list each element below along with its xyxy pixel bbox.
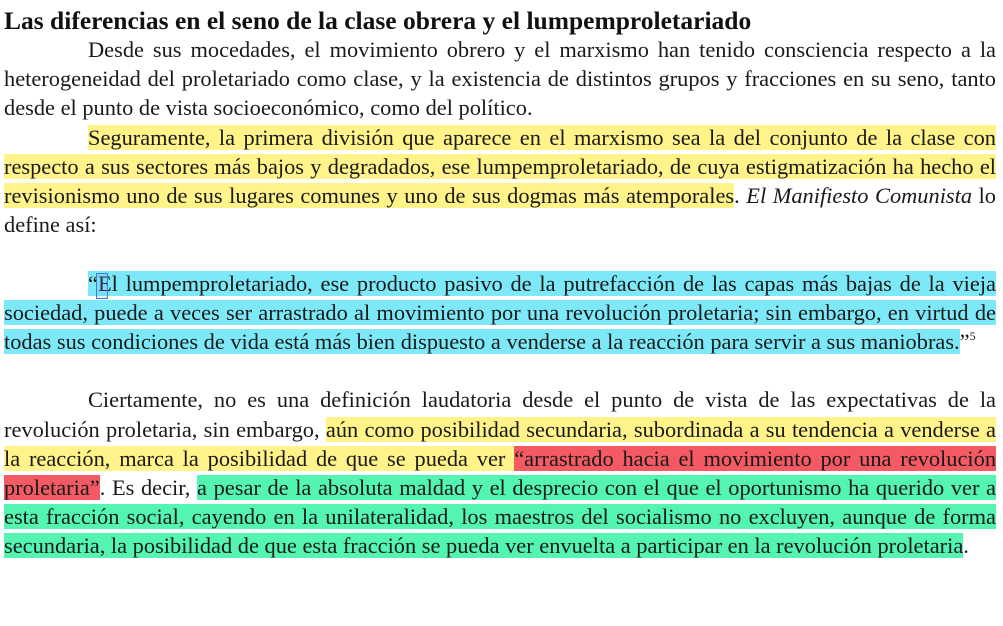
paragraph-lumpen-tail: lo define así: bbox=[4, 183, 996, 238]
book-title: El Manifiesto Comunista bbox=[746, 183, 973, 209]
paragraph-intro bbox=[4, 35, 996, 123]
highlight-yellow: Seguramente, la primera división que aparece en el marxismo sea la del conjunto de la clase con respecto a sus sectores más bajos y degradados, ese lumpemproletariado, de cuya estigmatización ha hecho el revisionismo uno de sus lugares comunes y uno de sus dogmas más atemporales bbox=[4, 124, 996, 209]
section-title: Las diferencias en el seno de la clase obrera y el lumpemproletariado bbox=[4, 6, 752, 35]
paragraph-gap bbox=[4, 356, 996, 385]
paragraph-intro-text: Desde sus mocedades, el movimiento obrero y el marxismo han tenido consciencia respecto a la heterogeneidad del proletariado como clase, y la existencia de distintos grupos y fracciones en su seno, tanto desde el punto de vista socioeconómico, como del político. bbox=[4, 37, 996, 121]
paragraph-lumpen-sep: . bbox=[734, 183, 747, 209]
paragraph-lumpen bbox=[4, 123, 996, 240]
highlight-yellow: aún como posibilidad secundaria, subordinada a su tendencia a venderse a la reacción, marca la posibilidad de que se pueda ver bbox=[4, 416, 996, 471]
paragraph-analysis-middle: . Es decir, bbox=[99, 475, 198, 501]
footnote-marker[interactable]: 5 bbox=[969, 329, 976, 344]
quote-closing-mark: ” bbox=[959, 329, 970, 355]
quote-block bbox=[4, 269, 996, 357]
paragraph-analysis-lead: Ciertamente, no es una definición laudatoria desde el punto de vista de las expectativas de la revolución proletaria, sin embargo, bbox=[4, 387, 996, 442]
highlight-green: a pesar de la absoluta maldad y el desprecio con el que el oportunismo ha querido ver a esta fracción social, cayendo en la unilateralidad, los maestros del socialismo no excluyen, aunque de forma secundaria, la posibilidad de que esta fracción se pueda ver envuelta a participar en la revolución proletaria bbox=[4, 475, 996, 559]
text-cursor bbox=[96, 273, 108, 299]
highlight-blue: “El lumpemproletariado, ese producto pasivo de la putrefacción de las capas más bajas de la vieja sociedad, puede a veces ser arrastrado al movimiento por una revolución proletaria; sin embargo, en virtud de todas sus condiciones de vida está más bien dispuesto a venderse a la reacción para servir a sus maniobras. bbox=[4, 270, 996, 355]
highlight-red: “arrastrado hacia el movimiento por una revolución proletaria” bbox=[4, 445, 997, 501]
paragraph-gap bbox=[4, 239, 996, 268]
paragraph-analysis bbox=[4, 385, 996, 560]
paragraph-analysis-end: . bbox=[963, 533, 969, 559]
